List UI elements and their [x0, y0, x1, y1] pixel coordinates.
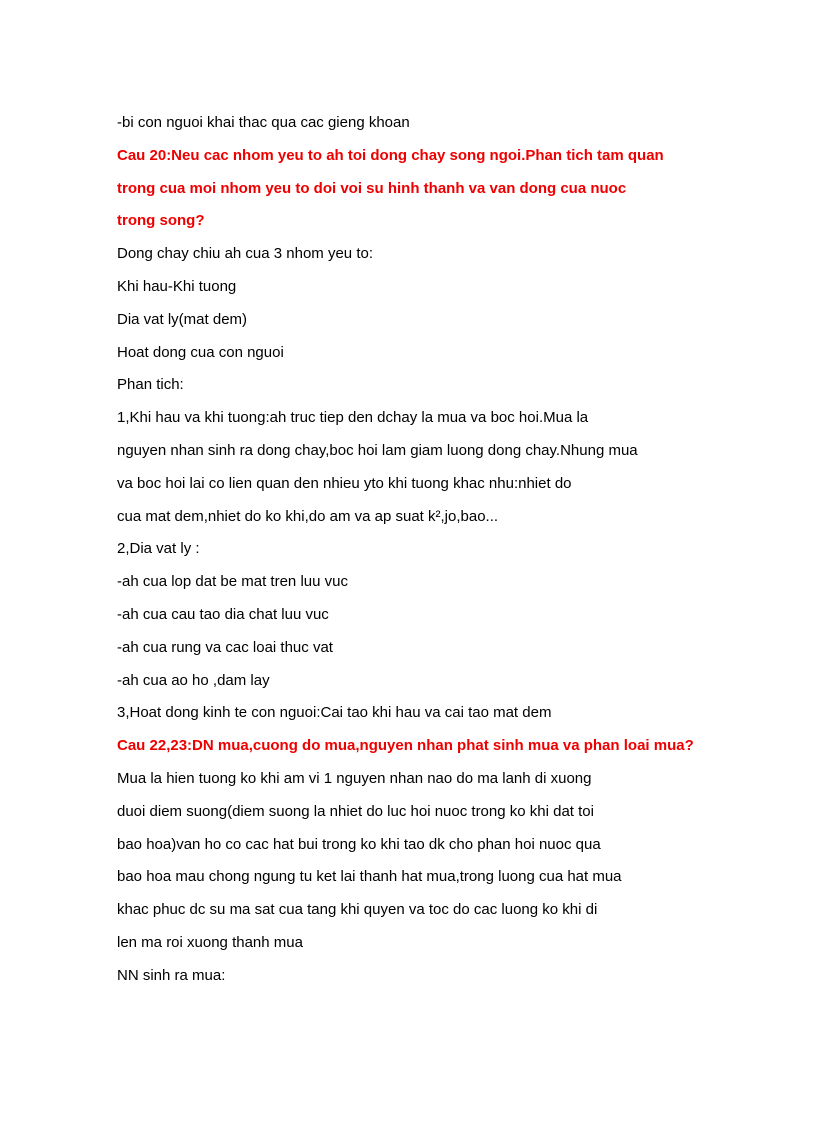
question-heading-line: trong cua moi nhom yeu to doi voi su hinh thanh va van dong cua nuoc — [117, 179, 627, 197]
text-line: Dong chay chiu ah cua 3 nhom yeu to: — [117, 245, 373, 263]
text-line: Phan tich: — [117, 376, 184, 394]
text-line: cua mat dem,nhiet do ko khi,do am va ap suat k²,jo,bao... — [117, 507, 499, 525]
question-heading-line: Cau 22,23:DN mua,cuong do mua,nguyen nhan phat sinh mua va phan loai mua? — [117, 737, 694, 755]
text-line: duoi diem suong(diem suong la nhiet do luc hoi nuoc trong ko khi dat toi — [117, 802, 594, 820]
text-line: 1,Khi hau va khi tuong:ah truc tiep den dchay la mua va boc hoi.Mua la — [117, 409, 589, 427]
text-line: 3,Hoat dong kinh te con nguoi:Cai tao khi hau va cai tao mat dem — [117, 704, 552, 722]
text-line: NN sinh ra mua: — [117, 966, 226, 984]
text-line: len ma roi xuong thanh mua — [117, 933, 303, 951]
text-line: -ah cua cau tao dia chat luu vuc — [117, 605, 329, 623]
document-body — [117, 110, 757, 996]
text-line: khac phuc dc su ma sat cua tang khi quyen va toc do cac luong ko khi di — [117, 901, 598, 919]
text-line: Khi hau-Khi tuong — [117, 277, 237, 295]
text-line: -ah cua lop dat be mat tren luu vuc — [117, 573, 348, 591]
text-line: Dia vat ly(mat dem) — [117, 310, 248, 328]
text-line: -ah cua rung va cac loai thuc vat — [117, 638, 333, 656]
text-line: -bi con nguoi khai thac qua cac gieng khoan — [117, 114, 410, 131]
text-line: bao hoa mau chong ngung tu ket lai thanh hat mua,trong luong cua hat mua — [117, 868, 622, 886]
text-line: -ah cua ao ho ,dam lay — [117, 671, 270, 689]
text-line: va boc hoi lai co lien quan den nhieu yto khi tuong khac nhu:nhiet do — [117, 474, 572, 492]
text-line: nguyen nhan sinh ra dong chay,boc hoi lam giam luong dong chay.Nhung mua — [117, 441, 638, 459]
text-line: bao hoa)van ho co cac hat bui trong ko khi tao dk cho phan hoi nuoc qua — [117, 835, 601, 853]
text-line: 2,Dia vat ly : — [117, 540, 200, 558]
text-line: Mua la hien tuong ko khi am vi 1 nguyen nhan nao do ma lanh di xuong — [117, 769, 592, 787]
question-heading-line: trong song? — [117, 212, 205, 230]
text-line: Hoat dong cua con nguoi — [117, 343, 284, 361]
question-heading-line: Cau 20:Neu cac nhom yeu to ah toi dong chay song ngoi.Phan tich tam quan — [117, 146, 664, 164]
